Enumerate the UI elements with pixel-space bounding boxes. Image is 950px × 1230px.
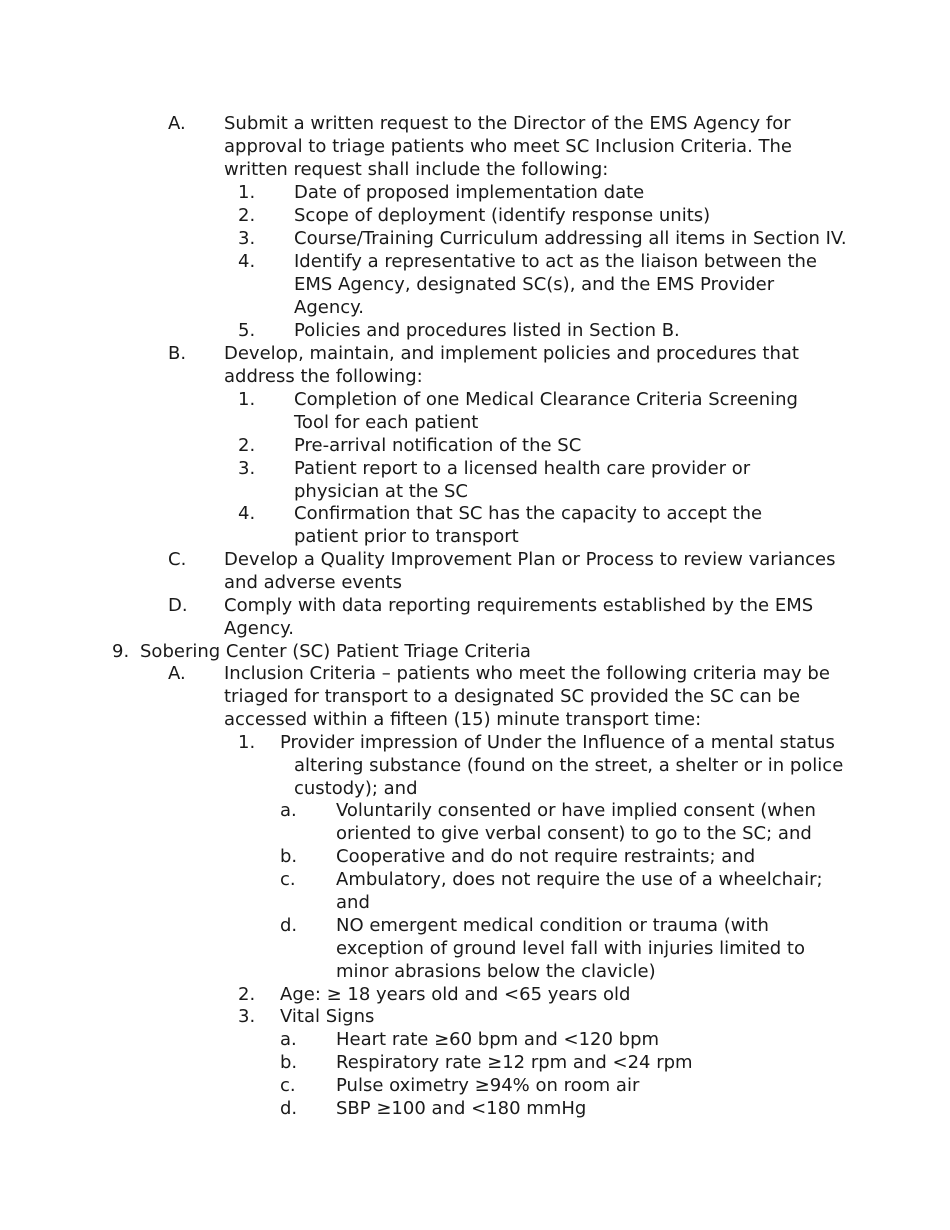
paragraph-line: Submit a written request to the Director of the EMS Agency for — [224, 113, 791, 134]
paragraph-line: written request shall include the following: — [224, 159, 609, 180]
list-marker: 1. — [238, 389, 256, 410]
sub-list-text: Cooperative and do not require restraints; and — [336, 846, 756, 867]
list-marker: 2. — [238, 435, 256, 456]
list-marker: A. — [168, 113, 186, 134]
list-marker: 4. — [238, 251, 256, 272]
list-item-text: Date of proposed implementation date — [294, 182, 645, 203]
list-item-text: EMS Agency, designated SC(s), and the EMS Provider — [294, 274, 775, 295]
list-marker: D. — [168, 595, 188, 616]
paragraph-line: accessed within a fifteen (15) minute transport time: — [224, 709, 702, 730]
paragraph-line: Inclusion Criteria – patients who meet the following criteria may be — [224, 663, 830, 684]
list-marker: C. — [168, 549, 187, 570]
list-marker: 1. — [238, 182, 256, 203]
list-marker: A. — [168, 663, 186, 684]
sub-list-marker: d. — [280, 915, 298, 936]
sub-list-text: Voluntarily consented or have implied consent (when — [336, 800, 816, 821]
sub-list-marker: b. — [280, 846, 298, 867]
list-item-text: altering substance (found on the street, a shelter or in police — [294, 755, 844, 776]
sub-list-text: SBP ≥100 and <180 mmHg — [336, 1098, 587, 1119]
list-item-text: Tool for each patient — [294, 412, 479, 433]
sub-list-text: Ambulatory, does not require the use of a wheelchair; — [336, 869, 823, 890]
list-item-text: Patient report to a licensed health care provider or — [294, 458, 751, 479]
list-item-text: Completion of one Medical Clearance Criteria Screening — [294, 389, 798, 410]
sub-list-text: exception of ground level fall with injuries limited to — [336, 938, 805, 959]
list-item-text: Policies and procedures listed in Section B. — [294, 320, 680, 341]
list-item-text: Vital Signs — [280, 1006, 375, 1027]
list-item-text: Course/Training Curriculum addressing all items in Section IV. — [294, 228, 847, 249]
list-item-text: Agency. — [294, 297, 364, 318]
sub-list-marker: a. — [280, 800, 297, 821]
list-marker: 5. — [238, 320, 256, 341]
list-item-text: Confirmation that SC has the capacity to accept the — [294, 503, 763, 524]
list-item-text: Provider impression of Under the Influence of a mental status — [280, 732, 835, 753]
sub-list-text: and — [336, 892, 370, 913]
sub-list-text: oriented to give verbal consent) to go to the SC; and — [336, 823, 812, 844]
sub-list-marker: d. — [280, 1098, 298, 1119]
sub-list-text: Heart rate ≥60 bpm and <120 bpm — [336, 1029, 660, 1050]
paragraph-line: and adverse events — [224, 572, 402, 593]
list-item-text: patient prior to transport — [294, 526, 519, 547]
section-number: 9. — [112, 641, 130, 662]
sub-list-marker: c. — [280, 869, 296, 890]
list-item-text: Pre-arrival notification of the SC — [294, 435, 582, 456]
sub-list-marker: b. — [280, 1052, 298, 1073]
paragraph-line: Agency. — [224, 618, 294, 639]
sub-list-marker: c. — [280, 1075, 296, 1096]
sub-list-text: Pulse oximetry ≥94% on room air — [336, 1075, 640, 1096]
list-marker: 1. — [238, 732, 256, 753]
sub-list-text: minor abrasions below the clavicle) — [336, 961, 656, 982]
list-item-text: physician at the SC — [294, 481, 468, 502]
paragraph-line: Comply with data reporting requirements established by the EMS — [224, 595, 814, 616]
sub-list-marker: a. — [280, 1029, 297, 1050]
list-marker: B. — [168, 343, 187, 364]
list-marker: 3. — [238, 458, 256, 479]
paragraph-line: Develop a Quality Improvement Plan or Process to review variances — [224, 549, 836, 570]
list-marker: 2. — [238, 984, 256, 1005]
list-marker: 2. — [238, 205, 256, 226]
section-title: Sobering Center (SC) Patient Triage Criteria — [140, 641, 531, 662]
list-item-text: custody); and — [294, 778, 418, 799]
list-item-text: Identify a representative to act as the liaison between the — [294, 251, 818, 272]
paragraph-line: approval to triage patients who meet SC Inclusion Criteria. The — [224, 136, 793, 157]
list-item-text: Scope of deployment (identify response units) — [294, 205, 711, 226]
list-marker: 3. — [238, 228, 256, 249]
paragraph-line: Develop, maintain, and implement policies and procedures that — [224, 343, 799, 364]
sub-list-text: Respiratory rate ≥12 rpm and <24 rpm — [336, 1052, 693, 1073]
paragraph-line: address the following: — [224, 366, 423, 387]
paragraph-line: triaged for transport to a designated SC provided the SC can be — [224, 686, 801, 707]
list-item-text: Age: ≥ 18 years old and <65 years old — [280, 984, 631, 1005]
list-marker: 4. — [238, 503, 256, 524]
sub-list-text: NO emergent medical condition or trauma (with — [336, 915, 769, 936]
list-marker: 3. — [238, 1006, 256, 1027]
